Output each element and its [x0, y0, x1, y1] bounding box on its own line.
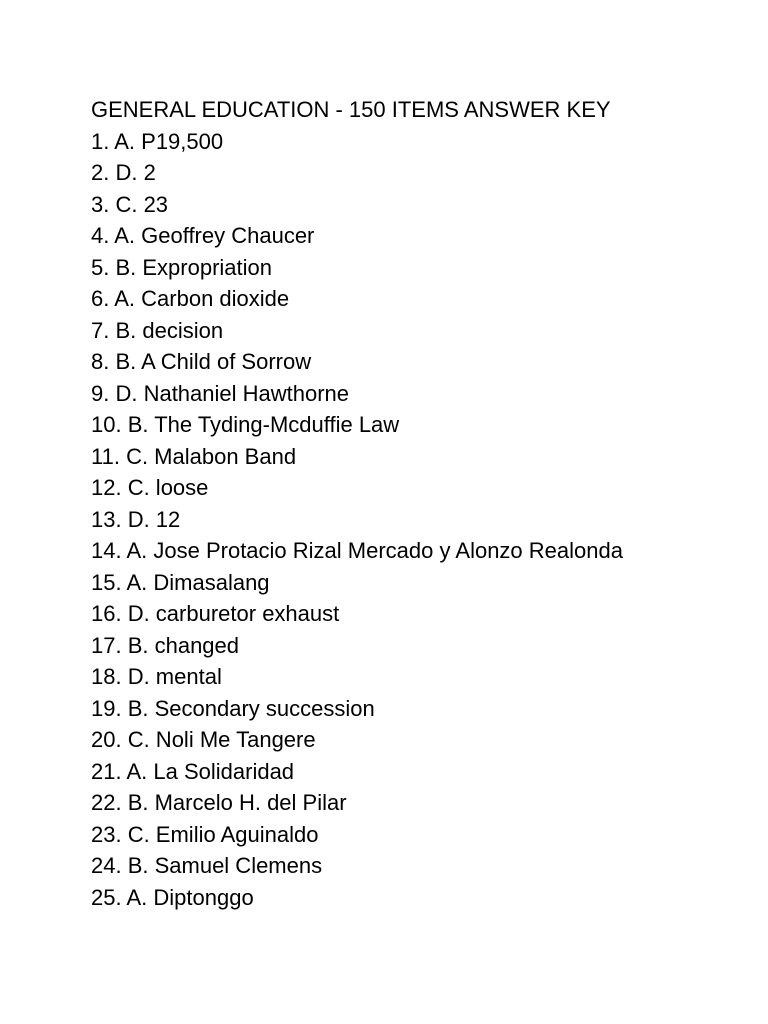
- answer-line: 16. D. carburetor exhaust: [91, 601, 340, 626]
- document-title: GENERAL EDUCATION - 150 ITEMS ANSWER KEY: [91, 97, 611, 122]
- answer-line: 14. A. Jose Protacio Rizal Mercado y Alonzo Realonda: [91, 538, 623, 563]
- answer-line: 9. D. Nathaniel Hawthorne: [91, 380, 350, 406]
- answer-line: 2. D. 2: [91, 160, 156, 185]
- answer-line: 21. A. La Solidaridad: [91, 758, 295, 784]
- answer-line: 5. B. Expropriation: [91, 254, 272, 280]
- answer-line: 24. B. Samuel Clemens: [91, 853, 323, 878]
- answer-line: 13. D. 12: [91, 506, 181, 532]
- answer-line: 4. A. Geoffrey Chaucer: [91, 223, 315, 248]
- answer-line: 23. C. Emilio Aguinaldo: [91, 821, 319, 847]
- answer-line: 20. C. Noli Me Tangere: [91, 727, 316, 752]
- answer-key-content: [91, 94, 741, 913]
- answer-line: 7. B. decision: [91, 317, 224, 343]
- answer-line: 25. A. Diptonggo: [91, 884, 254, 910]
- answer-line: 3. C. 23: [91, 191, 169, 217]
- answer-line: 11. C. Malabon Band: [91, 443, 297, 469]
- answer-line: 8. B. A Child of Sorrow: [91, 349, 312, 374]
- answer-line: 10. B. The Tyding-Mcduffie Law: [91, 412, 400, 437]
- answer-line: 18. D. mental: [91, 664, 222, 689]
- answer-line: 1. A. P19,500: [91, 128, 224, 154]
- answer-line: 15. A. Dimasalang: [91, 569, 270, 595]
- answer-line: 19. B. Secondary succession: [91, 695, 375, 721]
- answer-line: 12. C. loose: [91, 475, 209, 500]
- answer-line: 6. A. Carbon dioxide: [91, 286, 290, 311]
- answer-line: 22. B. Marcelo H. del Pilar: [91, 790, 347, 815]
- answer-line: 17. B. changed: [91, 632, 240, 658]
